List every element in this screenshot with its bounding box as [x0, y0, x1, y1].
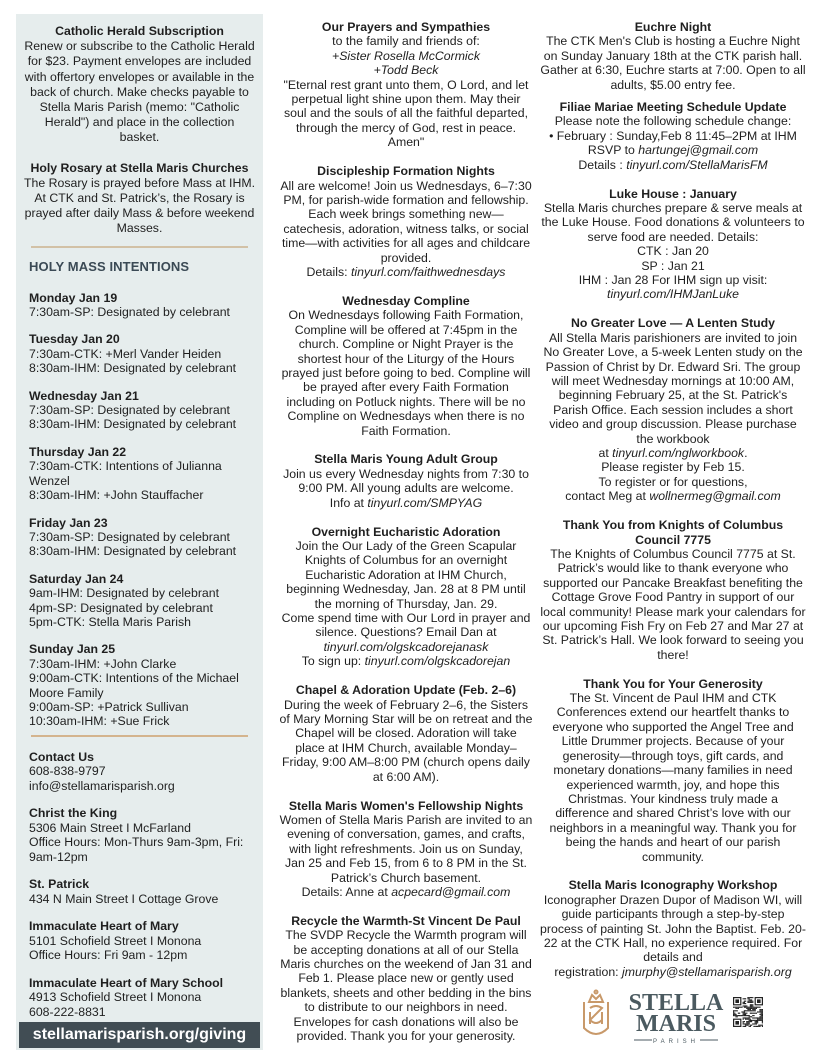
- date-line: CTK : Jan 20: [637, 244, 709, 259]
- mass-day-title: Wednesday Jan 21: [29, 388, 139, 403]
- rsvp-label: RSVP to: [587, 143, 639, 158]
- schedule-item: • February : Sunday,Feb 8 11:45–2PM at IHM: [549, 128, 797, 143]
- mass-intention: 8:30am-IHM: Designated by celebrant: [29, 361, 237, 376]
- section-title: Catholic Herald Subscription: [55, 24, 224, 38]
- giving-link[interactable]: stellamarisparish.org/giving: [19, 1022, 260, 1048]
- mass-day-title: Friday Jan 23: [29, 515, 108, 530]
- section-title: Holy Rosary at Stella Maris Churches: [30, 160, 249, 175]
- section-title: Recycle the Warmth-St Vincent De Paul: [291, 913, 521, 928]
- mass-intention: 7:30am-SP: Designated by celebrant: [29, 529, 230, 544]
- details-label: Details: Anne at: [301, 884, 392, 899]
- registration-label: registration:: [554, 964, 622, 979]
- section-body: Come spend time with Our Lord in prayer and silence. Questions? Email Dan at: [281, 611, 531, 640]
- signup-label: To sign up:: [301, 654, 365, 669]
- section-body: The St. Vincent de Paul IHM and CTK Conferences extend our heartfelt thanks to everyone who supported the Angel Tree and Little Drummer projects. Because of your generosity—through toys, gift cards, and monetary donations—many families in need experienced warmth, joy, and hope this Christmas. Your kindness truly made a difference and shared Christ’s love with our neighbors in a meaningful way. Thank you for being the hands and heart of our parish community.: [549, 691, 797, 864]
- contact-line: 5306 Main Street I McFarland: [29, 820, 191, 835]
- mass-intention: 7:30am-IHM: +John Clarke: [29, 656, 177, 671]
- mass-intention: 8:30am-IHM: Designated by celebrant: [29, 544, 237, 559]
- mass-intention: 7:30am-CTK: Intentions of Julianna Wenzel: [29, 459, 222, 488]
- section-body: The Knights of Columbus Council 7775 at St. Patrick’s would like to thank everyone who supported our Pancake Breakfast benefiting the Cottage Grove Food Pantry in support of our local community! Please mark your calendars for our upcoming Fish Fry on Feb 27 and Mar 27 at St. Patrick’s Hall. We look forward to seeing you there!: [540, 546, 806, 662]
- contact-link[interactable]: wollnermeg@gmail.com: [649, 489, 781, 504]
- mass-intention: 8:30am-IHM: +John Stauffacher: [29, 488, 204, 503]
- section-title: Stella Maris Iconography Workshop: [568, 878, 778, 893]
- deceased-name: +Todd Beck: [373, 63, 439, 78]
- section-title: Thank You for Your Generosity: [583, 676, 763, 691]
- section-body: The Rosary is prayed before Mass at IHM. At CTK and St. Patrick’s, the Rosary is prayed after daily Mass & before weekend Masses.: [24, 175, 255, 236]
- herald-section: [24, 24, 255, 146]
- mass-intention: 7:30am-SP: Designated by celebrant: [29, 403, 230, 418]
- logo-graphic: [576, 988, 726, 1044]
- stella-maris-logo: [576, 988, 786, 1044]
- rsvp-link[interactable]: hartungej@gmail.com: [638, 143, 759, 158]
- contacts-list: [16, 750, 263, 1020]
- section-body: Join us every Wednesday nights from 7:30 to 9:00 PM. All young adults are welcome.: [283, 466, 529, 496]
- signup-link[interactable]: tinyurl.com/olgskcadorejan: [364, 654, 511, 669]
- right-column: [540, 20, 806, 994]
- section-body: On Wednesdays following Faith Formation, Compline will be offered at 7:45pm in the church. Compline or Night Prayer is the shortest hour of the Liturgy of the Hours prayed just before going to bed. Compline will be prayed after every Faith Formation including on Potluck nights. There will be no Compline on Wednesdays when there is no Faith Formation.: [281, 308, 531, 438]
- mass-day: [29, 389, 255, 432]
- mass-intention: 5pm-CTK: Stella Maris Parish: [29, 614, 191, 629]
- contact-title: Christ the King: [29, 806, 118, 821]
- mass-day: [29, 291, 255, 320]
- filiae-section: [540, 100, 806, 172]
- mass-day-title: Tuesday Jan 20: [29, 332, 120, 347]
- deceased-name: +Sister Rosella McCormick: [332, 48, 480, 63]
- mass-day-title: Sunday Jan 25: [29, 642, 116, 657]
- contact-line: 608-222-8831: [29, 1004, 106, 1019]
- section-title: Stella Maris Women's Fellowship Nights: [288, 798, 524, 813]
- contact-line: Office Hours: Mon-Thurs 9am-3pm, Fri: 9am-12pm: [29, 835, 244, 864]
- workbook-label: at: [598, 445, 613, 460]
- questions-note: To register or for questions,: [598, 474, 748, 489]
- workbook-link[interactable]: tinyurl.com/nglworkbook: [612, 445, 745, 460]
- contact-line: info@stellamarisparish.org: [29, 778, 175, 793]
- mass-intention: 4pm-SP: Designated by celebrant: [29, 600, 213, 615]
- section-intro: to the family and friends of:: [332, 34, 480, 49]
- middle-column: [279, 20, 533, 1058]
- logo-line-maris: MARIS: [635, 1011, 717, 1037]
- mass-intention: 8:30am-IHM: Designated by celebrant: [29, 417, 237, 432]
- contact-label: contact Meg at: [565, 489, 650, 504]
- section-body: Women of Stella Maris Parish are invited to an evening of conversation, games, and crafts, with light refreshments. Join us on Sunday, Jan 25 and Feb 15, from 6 to 8 PM in the St. Patrick’s Church basement.: [279, 812, 533, 885]
- logo-line-stella: STELLA: [628, 990, 724, 1016]
- contact-title: Contact Us: [29, 749, 94, 764]
- section-body: All are welcome! Join us Wednesdays, 6–7:30 PM, for parish-wide formation and fellowship. Each week brings something new—catechesis, adoration, witness talks, or social time—with activities for all ages and childcare provided.: [280, 178, 532, 265]
- mass-day-title: Thursday Jan 22: [29, 444, 127, 459]
- section-title: Chapel & Adoration Update (Feb. 2–6): [295, 683, 517, 698]
- section-body: Iconographer Drazen Dupor of Madison WI, will guide participants through a step-by-step process of painting St. John the Baptist. Feb. 20-22 at the CTK Hall, no experience required. For details and: [540, 892, 806, 965]
- adoration-section: [279, 525, 533, 669]
- contact-block: [29, 919, 255, 963]
- ask-link[interactable]: tinyurl.com/olgskcadorejanask: [323, 639, 489, 654]
- details-label: Details:: [306, 265, 351, 279]
- sidebar: [16, 14, 263, 1050]
- section-title: Filiae Mariae Meeting Schedule Update: [559, 100, 787, 115]
- contact-block: [29, 976, 255, 1020]
- date-line: SP : Jan 21: [641, 258, 705, 273]
- prayers-section: [279, 20, 533, 150]
- mass-intentions-list: [16, 274, 263, 729]
- mass-day: [29, 516, 255, 559]
- section-body: The SVDP Recycle the Warmth program will be accepting donations at all of our Stella Maris churches on the weekend of Jan 31 and Feb 1. Please place new or gently used blankets, sheets and other bedding in the bins to distribute to our neighbors in need. Envelopes for cash donations will also be provided. Thank you for your generosity.: [280, 928, 532, 1044]
- mass-day-title: Monday Jan 19: [29, 290, 118, 305]
- contact-line: 434 N Main Street I Cottage Grove: [29, 891, 219, 906]
- mass-intention: 7:30am-CTK: +Merl Vander Heiden: [29, 346, 222, 361]
- section-title: No Greater Love — A Lenten Study: [570, 316, 776, 331]
- section-intro: Please note the following schedule change:: [554, 114, 792, 129]
- mass-day: [29, 642, 255, 728]
- details-link[interactable]: tinyurl.com/faithwednesdays: [350, 265, 506, 279]
- lenten-section: No Greater Love — A Lenten Study All Stella Maris parishioners are invited to join No Greater Love, a 5-week Lenten study on the Passion of Christ by Dr. Edward Sri. The group will meet Wednesday mornings at 10:00 AM, beginning February 25, at the St. Patrick's Parish Office. Each session includes a short video and group discussion. Please purchase the workbook at tinyurl.com/nglworkbook. Please register by Feb 15. To register or for questions, contact Meg at wollnermeg@gmail.com: [540, 316, 806, 503]
- mass-intention: 10:30am-IHM: +Sue Frick: [29, 714, 170, 729]
- register-note: Please register by Feb 15.: [601, 460, 745, 475]
- contact-title: Immaculate Heart of Mary School: [29, 975, 224, 990]
- recycle-section: [279, 914, 533, 1044]
- section-title: Our Prayers and Sympathies: [321, 20, 491, 34]
- mass-day: [29, 445, 255, 503]
- mass-intention: 9:00am-CTK: Intentions of the Michael Moore Family: [29, 671, 239, 700]
- young-adult-section: [279, 452, 533, 510]
- contact-line: 5101 Schofield Street I Monona: [29, 933, 202, 948]
- details-link[interactable]: tinyurl.com/StellaMarisFM: [626, 157, 768, 172]
- mass-intentions-title: HOLY MASS INTENTIONS: [29, 258, 190, 274]
- womens-section: [279, 799, 533, 900]
- section-title: Stella Maris Young Adult Group: [314, 452, 498, 467]
- prayer-quote: "Eternal rest grant unto them, O Lord, and let perpetual light shine upon them. May their soul and the souls of all the faithful departed, through the mercy of God, rest in peace. Amen": [283, 77, 529, 150]
- rosary-section: [24, 161, 255, 237]
- contact-line: 4913 Schofield Street I Monona: [29, 990, 202, 1005]
- registration-link[interactable]: jmurphy@stellamarisparish.org: [622, 964, 792, 979]
- section-body: Renew or subscribe to the Catholic Herald for $23. Payment envelopes are included with offertory envelopes or available in the back of church. Make checks payable to Stella Maris Parish (memo: "Catholic Herald") and place in the collection basket.: [24, 39, 255, 145]
- section-body: During the week of February 2–6, the Sisters of Mary Morning Star will be on retreat and the Chapel will be closed. Adoration will take place at IHM Church, available Monday–Friday, 9:00 AM–8:00 PM (church opens daily at 6:00 AM).: [279, 697, 533, 784]
- qr-code-icon[interactable]: [733, 997, 763, 1027]
- luke-house-section: [540, 187, 806, 302]
- section-title: Overnight Eucharistic Adoration: [311, 524, 501, 539]
- date-line: IHM : Jan 28 For IHM sign up visit:: [578, 273, 768, 287]
- contact-line: 608-838-9797: [29, 764, 106, 779]
- section-body: All Stella Maris parishioners are invited to join No Greater Love, a 5-week Lenten study on the Passion of Christ by Dr. Edward Sri. The group will meet Wednesday mornings at 10:00 AM, beginning February 25, at the St. Patrick's Parish Office. Each session includes a short video and group discussion. Please purchase the workbook: [543, 330, 803, 446]
- section-body: Join the Our Lady of the Green Scapular Knights of Columbus for an overnight Eucharistic Adoration at IHM Church, beginning Wednesday, Jan. 28 at 8 PM until the morning of Thursday, Jan. 29.: [286, 539, 526, 611]
- section-body: Stella Maris churches prepare & serve meals at the Luke House. Food donations & volunteers to serve food are needed. Details:: [541, 200, 805, 244]
- section-title: Wednesday Compline: [342, 293, 470, 308]
- contact-block: [29, 877, 255, 906]
- contact-block: [29, 806, 255, 864]
- iconography-section: [540, 878, 806, 979]
- contact-title: Immaculate Heart of Mary: [29, 919, 179, 934]
- section-title: Luke House : January: [609, 186, 737, 201]
- contact-line: Office Hours: Fri 9am - 12pm: [29, 948, 188, 963]
- mass-day: [29, 332, 255, 375]
- signup-link[interactable]: tinyurl.com/IHMJanLuke: [607, 287, 739, 302]
- info-link[interactable]: tinyurl.com/SMPYAG: [367, 495, 483, 510]
- mass-intention: 7:30am-SP: Designated by celebrant: [29, 305, 230, 320]
- mass-day: [29, 572, 255, 630]
- euchre-section: [540, 20, 806, 92]
- contact-block: [29, 750, 255, 794]
- contact-title: St. Patrick: [29, 877, 90, 892]
- generosity-section: [540, 677, 806, 864]
- chapel-section: [279, 683, 533, 784]
- info-label: Info at: [329, 495, 368, 510]
- mass-day-title: Saturday Jan 24: [29, 571, 124, 586]
- details-link[interactable]: acpecard@gmail.com: [391, 884, 511, 899]
- discipleship-section: [279, 164, 533, 279]
- section-title: Euchre Night: [634, 20, 712, 34]
- mass-intention: 9:00am-SP: +Patrick Sullivan: [29, 699, 189, 714]
- kofc-section: [540, 518, 806, 662]
- section-title: Thank You from Knights of Columbus Council 7775: [562, 518, 784, 547]
- section-body: The CTK Men's Club is hosting a Euchre Night on Sunday January 18th at the CTK parish hall. Gather at 6:30, Euchre starts at 7:00. Open to all adults, $5.00 entry fee.: [540, 34, 806, 92]
- divider: [31, 735, 248, 737]
- details-label: Details :: [578, 157, 627, 172]
- logo-line-parish: PARISH: [653, 1039, 699, 1044]
- section-title: Discipleship Formation Nights: [317, 164, 495, 179]
- compline-section: [279, 294, 533, 438]
- mass-intention: 9am-IHM: Designated by celebrant: [29, 586, 220, 601]
- crown-monogram-icon: [584, 991, 608, 1035]
